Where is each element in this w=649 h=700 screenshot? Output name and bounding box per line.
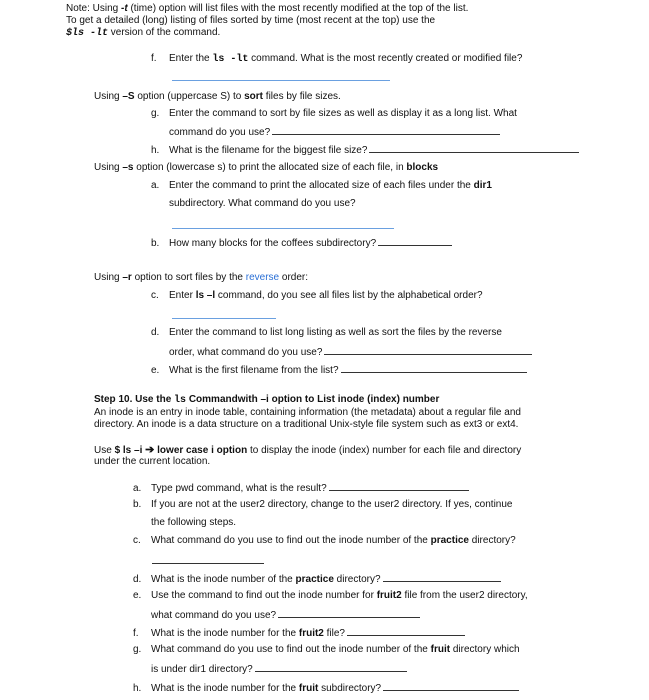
answer-blank-a[interactable] — [172, 228, 394, 229]
question-a-alloc: a. Enter the command to print the allocated size of each files under the dir1 — [151, 180, 492, 191]
question-g-line-2: is under dir1 directory? — [151, 662, 407, 676]
answer-blank-h[interactable] — [369, 143, 579, 153]
reverse-heading: Using –r option to sort files by the reverse order: — [94, 272, 309, 283]
answer-blank-a2[interactable] — [329, 481, 469, 491]
question-a-line-2: subdirectory. What command do you use? — [169, 198, 356, 209]
right-arrow-icon: ➔ — [145, 444, 155, 456]
answer-blank-c[interactable] — [172, 318, 276, 319]
inode-paragraph-2: directory. An inode is a data structure on a traditional Unix-style file system such as ext3 or ext4. — [94, 419, 519, 430]
question-g-fruit-cmd: g. What command do you use to find out the inode number of the fruit directory which — [133, 644, 520, 655]
sort-size-heading: Using –S option (uppercase S) to sort files by file sizes. — [94, 91, 341, 102]
use-ls-i-line-2: under the current location. — [94, 456, 211, 467]
note-line-3: $ls -lt version of the command. — [66, 27, 221, 39]
question-d-practice-inode: d. What is the inode number of the practice directory? — [133, 572, 501, 586]
answer-blank-e[interactable] — [341, 363, 527, 373]
answer-blank-h2[interactable] — [383, 681, 519, 691]
note-line-2: To get a detailed (long) listing of files sorted by time (most recent at the top) use the — [66, 15, 436, 26]
step-10-heading: Step 10. Use the ls Commandwith –i option to List inode (index) number — [94, 394, 440, 406]
question-d-reverse: d. Enter the command to list long listing as well as sort the files by the reverse — [151, 327, 502, 338]
question-c-alpha-order: c. Enter ls –l command, do you see all files list by the alphabetical order? — [151, 290, 483, 301]
question-h-fruit-inode: h. What is the inode number for the fruit subdirectory? — [133, 681, 519, 695]
question-f-recent-file: f. Enter the ls -lt command. What is the most recently created or modified file? — [151, 53, 523, 65]
alloc-size-heading: Using –s option (lowercase s) to print the allocated size of each file, in blocks — [94, 162, 439, 173]
question-b-user2: b. If you are not at the user2 directory, change to the user2 directory. If yes, continue — [133, 499, 513, 510]
answer-blank-g2[interactable] — [255, 662, 407, 672]
question-d-line-2: order, what command do you use? — [169, 345, 532, 359]
answer-blank-c2[interactable] — [152, 563, 264, 564]
question-f-fruit2-inode: f. What is the inode number for the fruit2 file? — [133, 626, 465, 640]
answer-blank-e2[interactable] — [278, 608, 420, 618]
question-c-practice-cmd: c. What command do you use to find out the inode number of the practice directory? — [133, 535, 516, 546]
question-b-blocks: b. How many blocks for the coffees subdirectory? — [151, 236, 452, 250]
answer-blank-d2[interactable] — [383, 572, 501, 582]
inode-paragraph-1: An inode is an entry in inode table, containing information (the metadata) about a regular file and — [94, 407, 521, 418]
note-line-1: Note: Using -t (time) option will list files with the most recently modified at the top of the list. — [66, 3, 469, 14]
reverse-link[interactable]: reverse — [245, 272, 280, 283]
answer-blank-f[interactable] — [172, 80, 390, 81]
question-h-biggest-file: h. What is the filename for the biggest file size? — [151, 143, 579, 157]
question-e-first-file: e. What is the first filename from the list? — [151, 363, 527, 377]
question-b-line-2: the following steps. — [151, 517, 237, 528]
question-e-fruit2-cmd: e. Use the command to find out the inode number for fruit2 file from the user2 directory, — [133, 590, 528, 601]
question-e-line-2: what command do you use? — [151, 608, 420, 622]
question-g-sort-size: g. Enter the command to sort by file sizes as well as display it as a long list. What — [151, 108, 517, 119]
answer-blank-f2[interactable] — [347, 626, 465, 636]
answer-blank-d[interactable] — [324, 345, 532, 355]
answer-blank-g[interactable] — [272, 125, 500, 135]
question-g-line-2: command do you use? — [169, 125, 500, 139]
question-a-pwd: a. Type pwd command, what is the result? — [133, 481, 469, 495]
use-ls-i-line-1: Use $ ls –i ➔ lower case i option to display the inode (index) number for each file and directory — [94, 444, 522, 456]
answer-blank-b[interactable] — [378, 236, 452, 246]
